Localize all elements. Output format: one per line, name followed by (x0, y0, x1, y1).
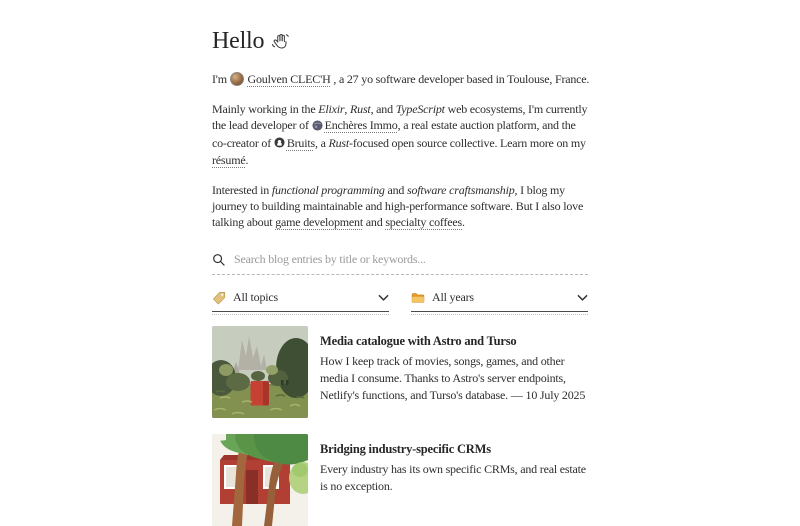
intro-text: , a 27 yo software developer based in Toulouse, France. (333, 72, 590, 86)
search-input[interactable] (234, 252, 588, 267)
years-filter-value: All years (432, 290, 474, 304)
encheres-immo-favicon-icon (312, 119, 323, 135)
topics-filter-value: All topics (233, 290, 278, 304)
hello-text: Hello (212, 28, 265, 54)
encheres-immo-link[interactable]: Enchères Immo (324, 118, 398, 132)
entry-description: Every industry has its own specific CRMs, and real estate is no exception. (320, 462, 586, 493)
entry-description: How I keep track of movies, songs, games, and other media I consume. Thanks to Astro's server endpoints, Netlify's functions, and Turso's database. — 10 July 2025 (320, 354, 586, 402)
page-title (212, 28, 588, 55)
entry-thumbnail-park-painting (212, 326, 308, 418)
tag-icon (212, 291, 226, 305)
entry-thumbnail-barn-watercolor (212, 434, 308, 526)
intro-text: I'm (212, 72, 230, 86)
rust-label: Rust (328, 135, 350, 150)
author-link[interactable]: Goulven CLEC'H (247, 72, 331, 86)
search-bar (212, 252, 588, 275)
blog-entry-media-catalogue[interactable] (212, 326, 588, 418)
entry-title[interactable]: Media catalogue with Astro and Turso (320, 334, 517, 348)
chevron-down-icon (378, 294, 389, 302)
game-development-link[interactable]: game development (275, 215, 363, 229)
software-craftsmanship-label: software craftsmanship (407, 183, 515, 197)
blog-entry-list (212, 326, 588, 526)
entry-text-block (320, 434, 588, 526)
intro-paragraph-2: Mainly working in the Elixir, Rust, and TypeScript web ecosystems, I'm currently the lead developer of Enchères Immo, a real estate auction platform, and the co-creator of Bruits, a Rust-focused open source collective. Learn more on my résumé. (212, 102, 588, 167)
entry-date: — 10 July 2025 (510, 388, 586, 402)
specialty-coffees-link[interactable]: specialty coffees (385, 215, 462, 229)
entry-text-block (320, 326, 588, 418)
intro-paragraph-3: Interested in functional programming and software craftsmanship, I blog my journey to building maintainable and high-performance software. But I also love talking about game development and specialty coffees. (212, 183, 584, 229)
bruits-link[interactable]: Bruits (286, 135, 315, 150)
author-avatar (230, 72, 244, 86)
search-icon (212, 253, 226, 267)
years-filter-dropdown[interactable] (411, 290, 588, 312)
folder-icon (411, 291, 425, 305)
bruits-github-icon (274, 136, 285, 152)
entry-title[interactable]: Bridging industry-specific CRMs (320, 442, 491, 456)
topics-filter-dropdown[interactable] (212, 290, 389, 312)
chevron-down-icon (577, 294, 588, 302)
filter-row (212, 290, 588, 312)
typescript-label: TypeScript (395, 102, 445, 116)
page-content (212, 0, 588, 526)
rust-label: Rust (350, 102, 371, 116)
elixir-label: Elixir (318, 102, 345, 116)
resume-link[interactable]: résumé (212, 153, 246, 167)
blog-entry-bridging-crms[interactable] (212, 434, 588, 526)
waving-hand-icon (271, 32, 290, 51)
functional-programming-label: functional programming (271, 183, 385, 197)
intro-paragraph-1 (212, 71, 588, 87)
